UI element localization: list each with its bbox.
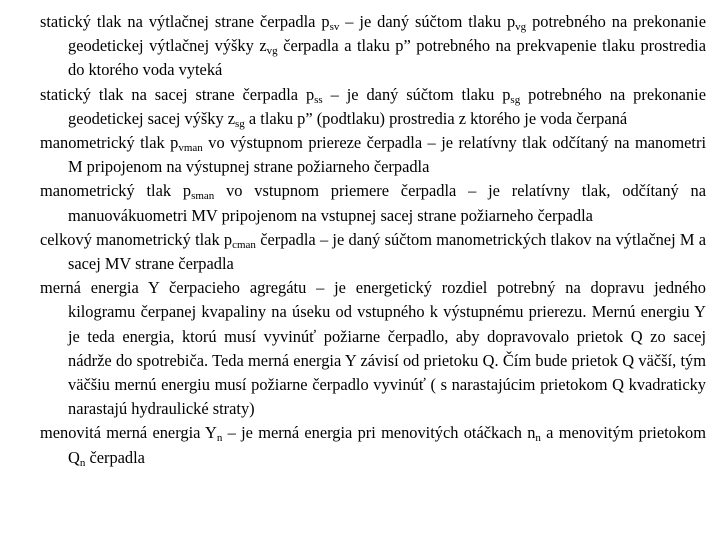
subscript: ss (314, 93, 323, 106)
definition-total-manometric-pressure (40, 228, 706, 276)
definition-text: menovitá merná energia Y (40, 423, 217, 443)
definition-text: vo vstupnom priemere čerpadla – je relatívny tlak, odčítaný na manuovákuometri MV pripojenom na vstupnej sacej strane požiarneho čerpadla (68, 181, 706, 225)
definition-text: potrebného na prekonanie geodetickej výtlačnej výšky z (68, 12, 706, 56)
definition-text: manometrický tlak p (40, 133, 179, 153)
definition-text: čerpadla a tlaku p” potrebného na prekvapenie tlaku prostredia do ktorého voda vyteká (68, 36, 707, 80)
subscript: n (216, 432, 223, 445)
definition-nominal-specific-energy (40, 421, 706, 469)
definition-specific-energy (40, 276, 706, 421)
subscript: cman (232, 238, 256, 251)
subscript: sg (510, 93, 521, 106)
definition-text: čerpadla (85, 447, 145, 467)
definition-static-pressure-suction (40, 83, 706, 131)
definition-manometric-pressure-inlet (40, 179, 706, 227)
definition-text: – je daný súčtom tlaku p (322, 84, 511, 104)
definition-text: celkový manometrický tlak p (40, 229, 233, 249)
definition-text: – je daný súčtom tlaku p (339, 12, 516, 31)
definition-text: a menovitým prietokom Q (68, 423, 706, 467)
definition-text: statický tlak na sacej strane čerpadla p (40, 84, 315, 104)
subscript: n (535, 432, 541, 445)
definition-text: čerpadla – je daný súčtom manometrických tlakov na výtlačnej M a sacej MV strane čerpadla (68, 229, 707, 274)
definition-text: vo výstupnom priereze čerpadla – je relatívny tlak odčítaný na manometri M pripojenom na výstupnej strane požiarneho čerpadla (68, 133, 707, 177)
definition-text: statický tlak na výtlačnej strane čerpadla p (40, 12, 330, 31)
subscript: vman (178, 142, 203, 155)
definition-text: merná energia Y čerpacieho agregátu – je energetický rozdiel potrebný na dopravu jedného kilogramu čerpanej kvapaliny na úseku od vstupného k výstupnému prierezu. Mernú energiu Y je teda energia, ktorú musí vyvinúť požiarne čerpadlo, aby dopravovalo prietok Q zo sacej nádrže do spotrebiča. Teda merná energia Y závisí od prietoku Q. Čím bude prietok Q väčší, tým väčšiu mernú energiu musí požiarne čerpadlo vyvinúť ( s narastajúcim prietokom Q kvadraticky narastajú hydraulické straty) (40, 278, 706, 419)
subscript: n (79, 456, 86, 469)
definition-text: a tlaku p” (podtlaku) prostredia z ktorého je voda čerpaná (244, 108, 628, 128)
subscript: vg (515, 21, 527, 33)
subscript: sman (191, 190, 215, 203)
definition-text: manometrický tlak p (40, 181, 192, 201)
definition-text: potrebného na prekonanie geodetickej sacej výšky z (68, 84, 706, 128)
subscript: sg (235, 117, 245, 130)
definition-static-pressure-discharge (40, 10, 706, 83)
subscript: vg (266, 45, 278, 58)
definition-text: – je merná energia pri menovitých otáčkach n (222, 423, 536, 443)
definition-manometric-pressure-outlet (40, 131, 706, 179)
subscript: sv (329, 21, 340, 33)
